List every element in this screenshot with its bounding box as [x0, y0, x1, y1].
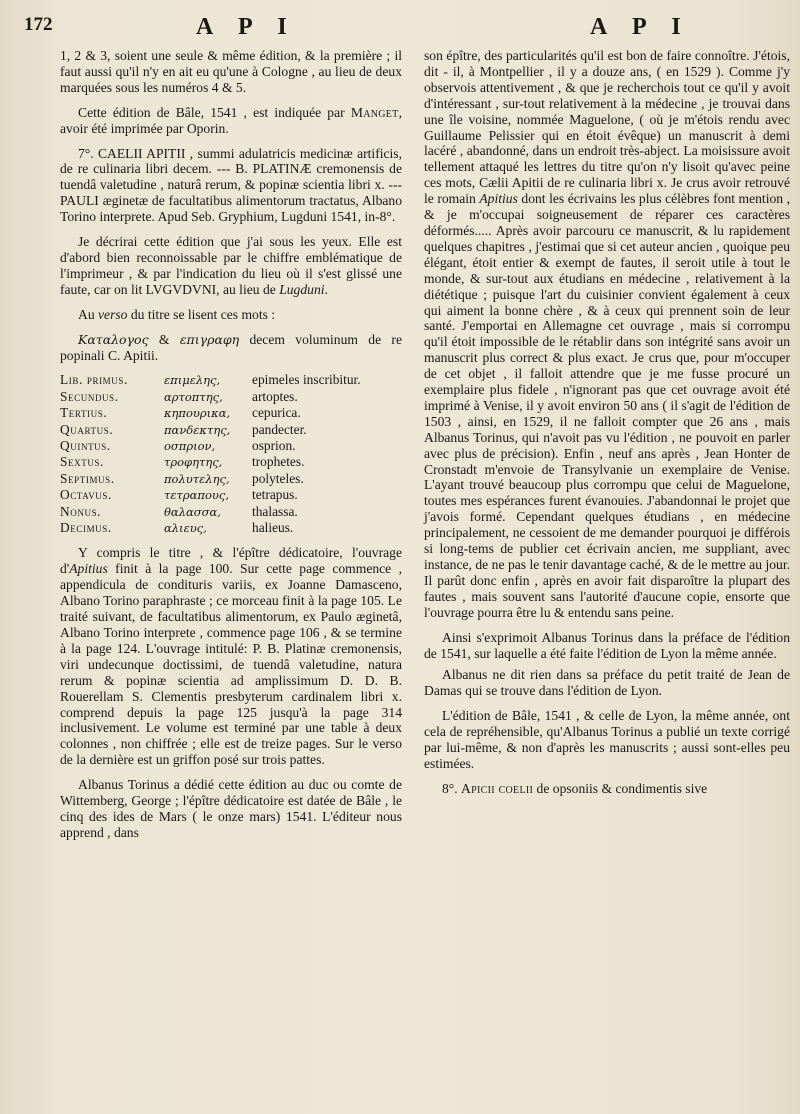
book-greek-title: αλιευς, — [164, 521, 207, 536]
running-title-left: A P I — [196, 14, 297, 40]
book-latin-title: osprion. — [252, 438, 296, 454]
book-label: Quintus. — [60, 438, 111, 454]
book-latin-title: tetrapus. — [252, 487, 298, 503]
book-latin-title: polyteles. — [252, 470, 304, 486]
book-greek-title: κηπουρικα, — [164, 406, 231, 421]
paragraph-preface: Ainsi s'exprimoit Albanus Torinus dans la préface de l'édition de 1541, sur laquelle a été faite l'édition de Lyon la même année. — [424, 629, 790, 661]
paragraph-critique: L'édition de Bâle, 1541 , & celle de Lyon, la même année, ont cela de repréhensible, qu'Albanus Torinus a publié un texte corrigé par lui-même, & non d'après les manuscrits ; aussi sont-elles peu estimées. — [424, 708, 790, 771]
paragraph-verso-intro: Au verso du titre se lisent ces mots : — [78, 306, 276, 322]
book-greek-title: πολυτελης, — [164, 471, 230, 486]
books-table — [60, 372, 402, 536]
book-latin-title: pandecter. — [252, 421, 307, 437]
author-name-manget: Manget — [350, 104, 399, 120]
book-label: Tertius. — [60, 405, 108, 421]
running-header — [0, 14, 800, 44]
book-latin-title: thalassa. — [252, 503, 298, 519]
book-greek-title: επιμελης, — [164, 373, 221, 388]
book-latin-title: epimeles inscribitur. — [252, 372, 361, 388]
book-greek-title: τετραπους, — [164, 488, 229, 503]
book-label: Secundus. — [60, 388, 119, 404]
book-latin-title: halieus. — [252, 520, 294, 536]
book-row — [60, 405, 402, 421]
book-greek-title: οσπριον, — [164, 439, 216, 454]
book-latin-title: cepurica. — [252, 405, 301, 421]
book-row — [60, 454, 402, 470]
entry-seventh-edition: 7°. CAELII APITII , summi adulatricis medicinæ artificis, de re culinaria libri decem. --- B. PLATINÆ cremonensis de tuendâ valetudine , naturâ rerum, & popinæ scientia libri x. --- PAULI æginetæ de facultatibus alimentorum tractatus, Albano Torino interprete. Apud Seb. Gryphium, Lugduni 1541, in-8°. — [60, 145, 402, 225]
paragraph-editions-note: 1, 2 & 3, soient une seule & même édition, & la première ; il faut aussi qu'il n'y en ait eu qu'une à Cologne , au lieu de deux marquées sous les numéros 4 & 5. — [60, 48, 402, 95]
book-label: Nonus. — [60, 503, 102, 519]
book-greek-title: πανδεκτης, — [164, 422, 231, 437]
book-label: Decimus. — [60, 520, 112, 536]
right-column — [424, 48, 790, 797]
book-row — [60, 487, 402, 503]
paragraph-epistle: son épître, des particularités qu'il est bon de faire connoître. J'étois, dit - il, à Montpellier , il y a douze ans, ( en 1529 ). Comme j'y observois attentivement , & que je recherchois tout ce qu'il y avoit d'intéressant , sur-tout relativement à la médecine , je trouvai dans une île voisine, nommée Maguelone, ( où je m'étois rendu avec Guillaume Pelissier qui en étoit évêque) un manuscrit à demi lacéré , abandonné, dans un endroit très-abject. La moisissure avoit tellement attaqué les lettres du titre qu'on n'y lisoit qu'avec peine ces mots, Cælii Apitii de re culinaria libri x. Je crus avoir retrouvé le romain Apitius dont les écrivains les plus célèbres font mention , & je m'occupai soigneusement de réparer ces caractères déformés..... Après avoir parcouru ce manuscrit, & lu rapidement quelques chapitres , j'estimai que si cet auteur ancien , quoique peu élégant, étoit entier & exempt de fautes, il seroit utile à tout le monde, & sur-tout aux étudians en médecine , relativement à la diététique ; puisque l'art du cuisinier convient également à ceux qui aiment la bonne chère , & à ceux qui prennent soin de leur santé. J'emportai en Allemagne cet ouvrage , mais si corrompu qu'il étoit impossible de le rétablir dans son intégrité sans avoir un manuscrit plus correct & plus exact. Je crus que, pour m'occuper de cet objet , il falloit attendre que je me fusse procuré un exemplaire plus fidele , n'ignorant pas que cet ouvrage avoit été imprimé à Venise, il y avoit environ 50 ans ( il s'agit de l'édition de 1503 , ainsi, en 1529, il ne falloit compter que 26 ans , mais Albanus Torinus, qui n'avoit pas vu l'édition , ne pouvoit en parler avec plus de précision). Enfin , neuf ans après , Jean Honter de Cronstadt m'envoie de Transylvanie un exemplaire de Venise. L'ayant trouvé beaucoup plus corrompu que celui de Maguelone, toutes mes espérances furent évanouies. J'abandonnai le projet que j'avois formé. Cependant quelques étudians , en médecine principalement, ne cessoient de me demander pourquoi je différois si long-tems de publier cet écrivain ancien, me suppliant, avec instance, de ne pas le tenir davantage caché, & de le mettre au jour. Il parût donc enfin , après en avoir fait disparoître la plupart des fautes , mais souvent sans l'autorité d'aucune copie, ensorte que l'ouvrage pourra être lu & entendu sans peine. — [424, 48, 790, 620]
paragraph-description: Je décrirai cette édition que j'ai sous les yeux. Elle est d'abord bien reconnoissable par le chiffre emblématique de l'imprimeur , & par l'indication du lieu où il s'est glissé une faute, car on lit LVGVDVNI, au lieu de Lugduni. — [60, 234, 402, 297]
book-latin-title: trophetes. — [252, 454, 305, 470]
book-greek-title: αρτοπτης, — [164, 389, 223, 404]
left-column — [60, 48, 402, 841]
running-title-right: A P I — [590, 14, 691, 40]
book-row — [60, 504, 402, 520]
paragraph-jean-de-damas: Albanus ne dit rien dans sa préface du petit traité de Jean de Damas qui se trouve dans l'édition de Lyon. — [424, 667, 790, 699]
book-latin-title: artoptes. — [252, 388, 298, 404]
paragraph-catalogue-heading: Καταλογος & επιγραφη decem voluminum de re popinali C. Apitii. — [60, 331, 402, 363]
book-label: Sextus. — [60, 454, 104, 470]
paragraph-basle-edition: Cette édition de Bâle, 1541 , est indiquée par Manget, avoir été imprimée par Oporin. — [60, 104, 402, 136]
book-row — [60, 422, 402, 438]
book-greek-title: θαλασσα, — [164, 504, 221, 519]
book-row — [60, 520, 402, 536]
book-label: Octavus. — [60, 487, 112, 503]
book-row — [60, 438, 402, 454]
book-greek-title: τροφητης, — [164, 455, 223, 470]
book-label: Quartus. — [60, 421, 114, 437]
entry-eighth-edition: 8°. Apicii coelii de opsoniis & condimentis sive — [442, 780, 708, 796]
book-label: Septimus. — [60, 470, 115, 486]
book-row — [60, 389, 402, 405]
book-label: Lib. primus. — [60, 372, 128, 388]
page-number: 172 — [24, 14, 53, 35]
paragraph-dedication: Albanus Torinus a dédié cette édition au duc ou comte de Wittemberg, George ; l'épître dédicatoire est datée de Bâle , le cinq des ides de Mars ( le onze mars) 1541. L'éditeur nous apprend , dans — [60, 777, 402, 840]
book-row — [60, 471, 402, 487]
paragraph-contents: Y compris le titre , & l'épître dédicatoire, l'ouvrage d'Apitius finit à la page 100. Sur cette page commence , appendicula de condituris variis, ex Joanne Damasceno, Albano Torino paraphraste ; ce morceau finit à la page 105. Le traité suivant, de facultatibus alimentorum, ex Paulo æginetâ, Albano Torino interprete , commence page 106 , & se termine à la page 124. L'ouvrage intitulé: P. B. Platinæ cremonensis, viri undecunque doctissimi, de tuendâ valetudine, natura rerum & popinæ scientia ad amplissimum D. D. B. Rouerellam S. Clementis presbyterum cardinalem libri x. comprend depuis la page 125 jusqu'à la page 314 inclusivement. Le volume est terminé par une table à deux colonnes , non chiffrée ; elle est de treize pages. Sur le verso de la dernière est un griffon posé sur trois pattes. — [60, 545, 402, 768]
book-row — [60, 372, 402, 388]
